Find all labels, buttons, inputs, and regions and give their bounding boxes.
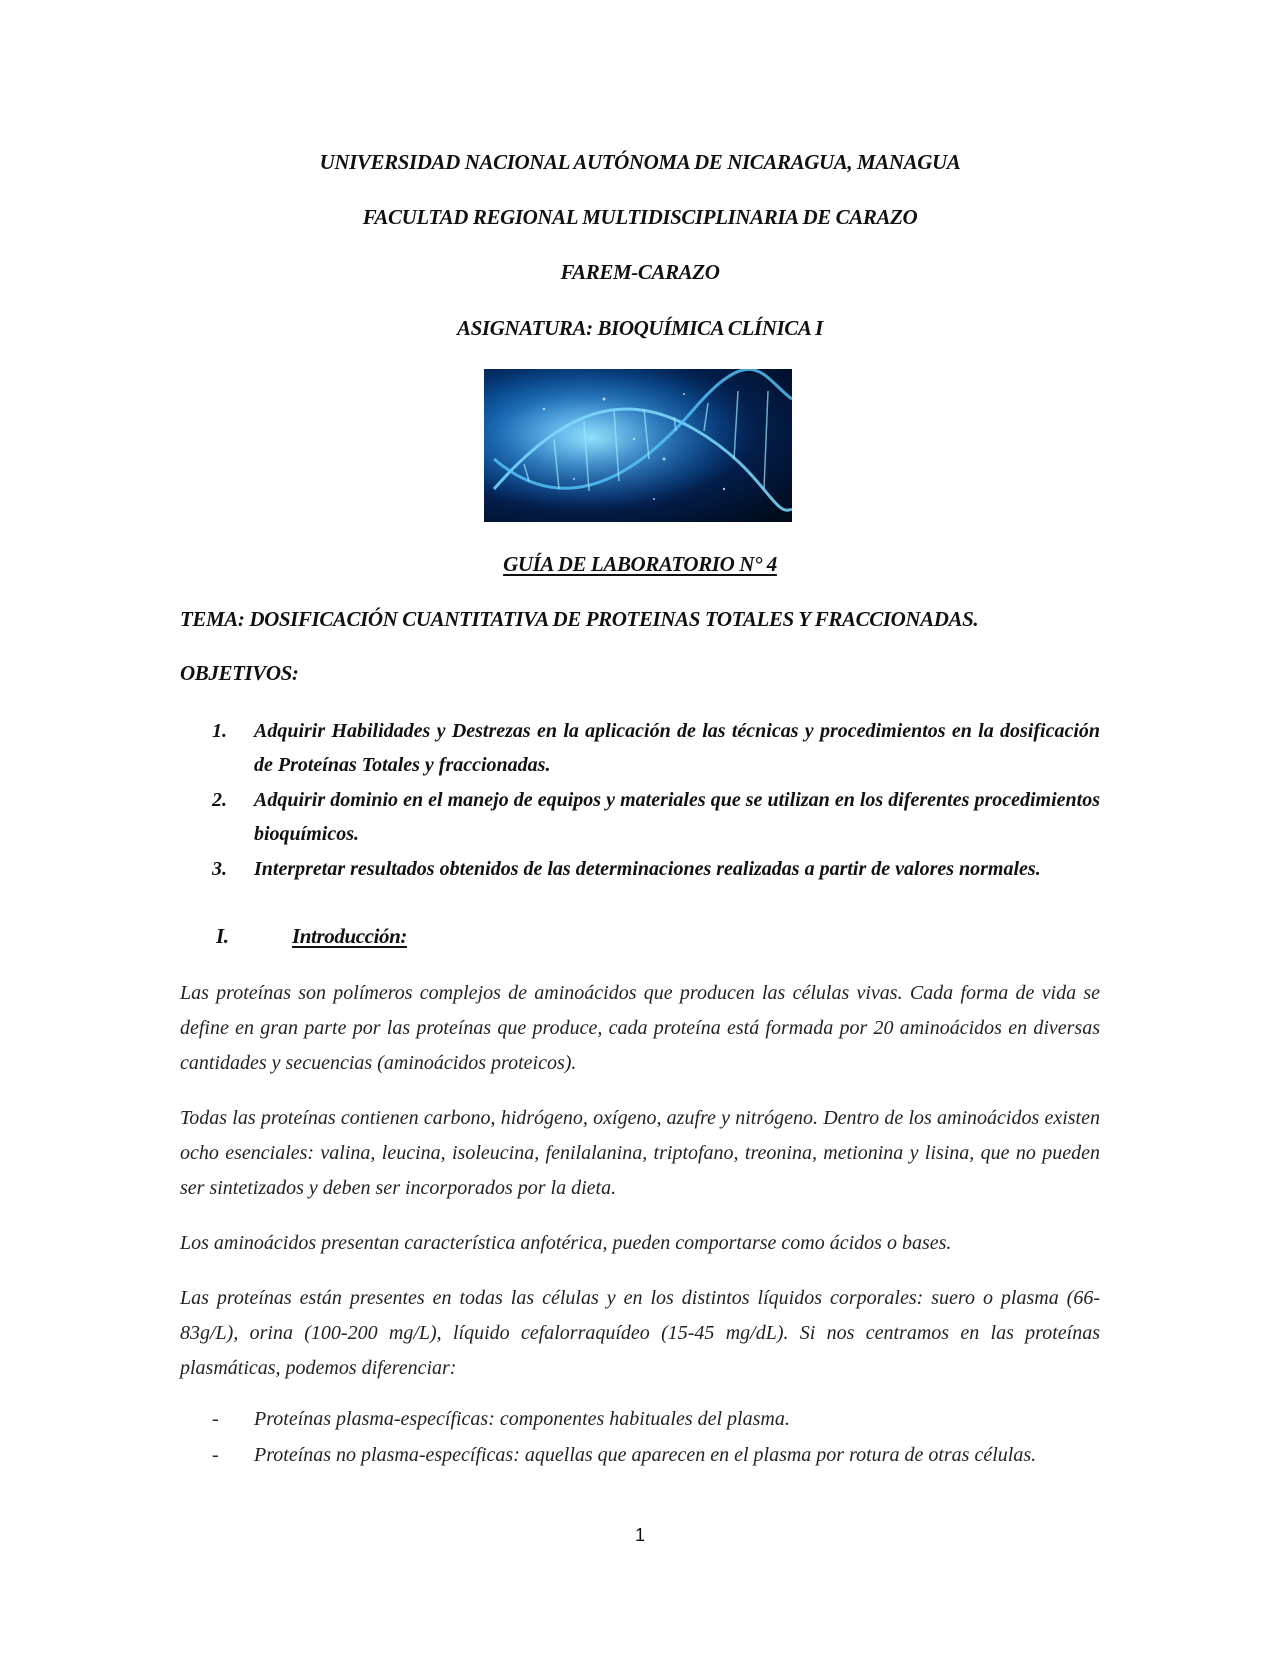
bullet-text: Proteínas plasma-específicas: componentes habituales del plasma. xyxy=(254,1408,790,1430)
objective-number: 2. xyxy=(212,789,227,811)
objective-number: 1. xyxy=(212,720,227,742)
topic-line: TEMA: DOSIFICACIÓN CUANTITATIVA DE PROTEINAS TOTALES Y FRACCIONADAS. xyxy=(180,607,979,631)
bullet-text: Proteínas no plasma-específicas: aquellas que aparecen en el plasma por rotura de otras células. xyxy=(254,1444,1037,1466)
list-item xyxy=(212,1408,790,1431)
bullet-marker: - xyxy=(212,1444,219,1466)
campus-abbrev: FAREM-CARAZO xyxy=(560,260,720,284)
objective-item xyxy=(212,714,1100,782)
section-number: I. xyxy=(216,924,229,948)
guide-title-text: GUÍA DE LABORATORIO N° 4 xyxy=(503,552,777,576)
section-title-text: Introducción: xyxy=(292,924,407,948)
bullet-marker: - xyxy=(212,1408,219,1430)
objective-item xyxy=(212,783,1100,851)
objective-text: Adquirir Habilidades y Destrezas en la aplicación de las técnicas y procedimientos en la dosificación de Proteínas Totales y fraccionadas. xyxy=(254,720,1100,776)
page-number: 1 xyxy=(634,1525,645,1545)
subject-header: ASIGNATURA: BIOQUÍMICA CLÍNICA I xyxy=(457,316,823,340)
objective-text: Interpretar resultados obtenidos de las determinaciones realizadas a partir de valores normales. xyxy=(254,858,1041,880)
dna-helix-image xyxy=(484,369,792,522)
objectives-heading: OBJETIVOS: xyxy=(180,661,299,685)
dna-helix-icon xyxy=(484,369,792,522)
section-title xyxy=(292,924,407,949)
objective-text: Adquirir dominio en el manejo de equipos y materiales que se utilizan en los diferentes procedimientos bioquímicos. xyxy=(254,789,1100,845)
intro-paragraph: Las proteínas están presentes en todas las células y en los distintos líquidos corporales: suero o plasma (66-83g/L), orina (100-200 mg/L), líquido cefalorraquídeo (15-45 mg/dL). Si nos centramos en las proteínas plasmáticas, podemos diferenciar: xyxy=(180,1287,1100,1379)
intro-paragraph: Las proteínas son polímeros complejos de aminoácidos que producen las células vivas. Cada forma de vida se define en gran parte por las proteínas que produce, cada proteína está formada por 20 aminoácidos en diversas cantidades y secuencias (aminoácidos proteicos). xyxy=(180,982,1100,1074)
objective-number: 3. xyxy=(212,858,227,880)
objective-item xyxy=(212,852,1100,886)
faculty-header: FACULTAD REGIONAL MULTIDISCIPLINARIA DE CARAZO xyxy=(362,205,918,229)
list-item xyxy=(212,1444,1036,1467)
intro-paragraph: Todas las proteínas contienen carbono, hidrógeno, oxígeno, azufre y nitrógeno. Dentro de los aminoácidos existen ocho esenciales: valina, leucina, isoleucina, fenilalanina, triptofano, treonina, metionina y lisina, que no pueden ser sintetizados y deben ser incorporados por la dieta. xyxy=(180,1107,1100,1199)
guide-title xyxy=(0,552,1280,577)
university-header: UNIVERSIDAD NACIONAL AUTÓNOMA DE NICARAGUA, MANAGUA xyxy=(319,150,961,174)
intro-paragraph: Los aminoácidos presentan característica anfotérica, pueden comportarse como ácidos o bases. xyxy=(180,1232,952,1254)
